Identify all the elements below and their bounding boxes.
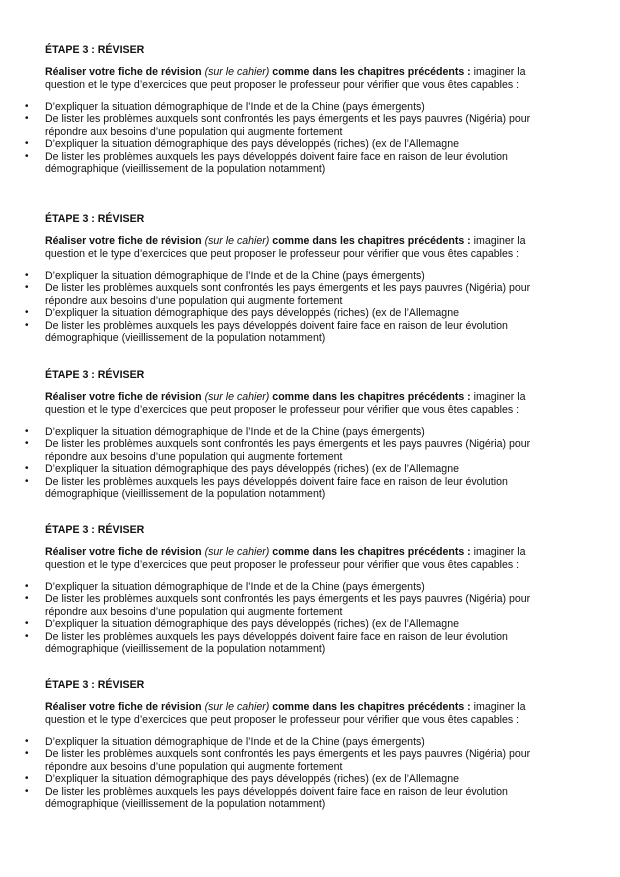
intro-plain-a: imaginer la (473, 701, 526, 713)
bullet-dot-icon: • (25, 618, 29, 630)
intro-line-1 (45, 66, 605, 79)
bullet-line-2: répondre aux besoins d’une population qui augmente fortement (45, 760, 343, 773)
bullet-list (0, 101, 620, 175)
section-title: ÉTAPE 3 : RÉVISER (45, 679, 145, 691)
intro-bold-a: Réaliser votre fiche de révision (45, 235, 202, 247)
intro-bold-b: comme dans les chapitres précédents : (272, 701, 471, 713)
bullet-line-2: répondre aux besoins d’une population qui augmente fortement (45, 450, 343, 463)
bullet-item (0, 463, 620, 475)
intro-italic: (sur le cahier) (204, 391, 270, 403)
bullet-item (0, 151, 620, 176)
bullet-item (0, 282, 620, 307)
bullet-item (0, 138, 620, 150)
intro-bold-b: comme dans les chapitres précédents : (272, 66, 471, 78)
bullet-line-1: De lister les problèmes auxquels les pays développés doivent faire face en raison de leur évolution (45, 785, 508, 798)
intro-bold-b: comme dans les chapitres précédents : (272, 235, 471, 247)
intro-bold-b: comme dans les chapitres précédents : (272, 391, 471, 403)
bullet-line-1: D’expliquer la situation démographique des pays développés (riches) (ex de l’Allemagne (45, 138, 459, 151)
bullet-line-2: démographique (vieillissement de la population notamment) (45, 798, 326, 811)
bullet-item (0, 618, 620, 630)
intro-plain-a: imaginer la (473, 391, 526, 403)
bullet-dot-icon: • (25, 748, 29, 760)
intro-line-1 (45, 701, 605, 714)
bullet-line-1: De lister les problèmes auxquels les pays développés doivent faire face en raison de leur évolution (45, 319, 508, 332)
bullet-item (0, 773, 620, 785)
bullet-line-1: De lister les problèmes auxquels sont confrontés les pays émergents et les pays pauvres (Nigéria) pour (45, 438, 531, 451)
bullet-dot-icon: • (25, 736, 29, 747)
bullet-item (0, 307, 620, 319)
bullet-line-1: D’expliquer la situation démographique de l’Inde et de la Chine (pays émergents) (45, 426, 425, 438)
bullet-line-1: De lister les problèmes auxquels sont confrontés les pays émergents et les pays pauvres (Nigéria) pour (45, 593, 531, 606)
bullet-dot-icon: • (25, 475, 29, 487)
section-intro (45, 546, 605, 572)
bullet-dot-icon: • (25, 282, 29, 294)
bullet-line-2: démographique (vieillissement de la population notamment) (45, 163, 326, 176)
bullet-line-1: D’expliquer la situation démographique de l’Inde et de la Chine (pays émergents) (45, 101, 425, 113)
intro-bold-a: Réaliser votre fiche de révision (45, 391, 202, 403)
bullet-line-1: D’expliquer la situation démographique de l’Inde et de la Chine (pays émergents) (45, 581, 425, 593)
bullet-dot-icon: • (25, 463, 29, 475)
intro-bold-b: comme dans les chapitres précédents : (272, 546, 471, 558)
section-title: ÉTAPE 3 : RÉVISER (45, 524, 145, 536)
bullet-list (0, 270, 620, 344)
intro-plain-a: imaginer la (473, 235, 526, 247)
bullet-line-2: répondre aux besoins d’une population qui augmente fortement (45, 294, 343, 307)
bullet-line-1: D’expliquer la situation démographique des pays développés (riches) (ex de l’Allemagne (45, 618, 459, 631)
bullet-item (0, 476, 620, 501)
section-title: ÉTAPE 3 : RÉVISER (45, 369, 145, 381)
bullet-dot-icon: • (25, 581, 29, 592)
section-intro (45, 701, 605, 727)
intro-line-2: question et le type d’exercices que peut proposer le professeur pour vérifier que vous êtes capables : (45, 79, 520, 91)
bullet-item (0, 270, 620, 282)
intro-italic: (sur le cahier) (204, 235, 270, 247)
intro-italic: (sur le cahier) (204, 66, 270, 78)
bullet-list (0, 581, 620, 655)
bullet-line-1: D’expliquer la situation démographique de l’Inde et de la Chine (pays émergents) (45, 736, 425, 748)
intro-plain-a: imaginer la (473, 546, 526, 558)
section-intro (45, 235, 605, 261)
intro-line-1 (45, 546, 605, 559)
bullet-line-2: démographique (vieillissement de la population notamment) (45, 643, 326, 656)
bullet-line-1: De lister les problèmes auxquels les pays développés doivent faire face en raison de leur évolution (45, 630, 508, 643)
bullet-dot-icon: • (25, 270, 29, 281)
intro-italic: (sur le cahier) (204, 546, 270, 558)
section-intro (45, 66, 605, 92)
bullet-line-1: De lister les problèmes auxquels les pays développés doivent faire face en raison de leur évolution (45, 475, 508, 488)
bullet-dot-icon: • (25, 150, 29, 162)
bullet-item (0, 786, 620, 811)
intro-line-1 (45, 235, 605, 248)
bullet-dot-icon: • (25, 307, 29, 319)
bullet-dot-icon: • (25, 138, 29, 150)
intro-italic: (sur le cahier) (204, 701, 270, 713)
intro-line-2: question et le type d’exercices que peut proposer le professeur pour vérifier que vous êtes capables : (45, 248, 520, 260)
bullet-dot-icon: • (25, 773, 29, 785)
intro-bold-a: Réaliser votre fiche de révision (45, 701, 202, 713)
bullet-item (0, 748, 620, 773)
intro-plain-a: imaginer la (473, 66, 526, 78)
bullet-item (0, 631, 620, 656)
bullet-line-1: De lister les problèmes auxquels les pays développés doivent faire face en raison de leur évolution (45, 150, 508, 163)
intro-line-1 (45, 391, 605, 404)
section-title: ÉTAPE 3 : RÉVISER (45, 44, 145, 56)
bullet-line-2: répondre aux besoins d’une population qui augmente fortement (45, 605, 343, 618)
bullet-dot-icon: • (25, 113, 29, 125)
bullet-item (0, 581, 620, 593)
intro-line-2: question et le type d’exercices que peut proposer le professeur pour vérifier que vous êtes capables : (45, 559, 520, 571)
bullet-item (0, 736, 620, 748)
bullet-dot-icon: • (25, 785, 29, 797)
intro-line-2: question et le type d’exercices que peut proposer le professeur pour vérifier que vous êtes capables : (45, 714, 520, 726)
bullet-dot-icon: • (25, 101, 29, 112)
bullet-item (0, 101, 620, 113)
bullet-dot-icon: • (25, 438, 29, 450)
bullet-dot-icon: • (25, 630, 29, 642)
bullet-line-1: D’expliquer la situation démographique des pays développés (riches) (ex de l’Allemagne (45, 773, 459, 786)
bullet-line-1: D’expliquer la situation démographique des pays développés (riches) (ex de l’Allemagne (45, 463, 459, 476)
bullet-line-2: répondre aux besoins d’une population qui augmente fortement (45, 125, 343, 138)
intro-bold-a: Réaliser votre fiche de révision (45, 546, 202, 558)
bullet-dot-icon: • (25, 319, 29, 331)
intro-bold-a: Réaliser votre fiche de révision (45, 66, 202, 78)
bullet-list (0, 426, 620, 500)
bullet-item (0, 593, 620, 618)
bullet-line-1: De lister les problèmes auxquels sont confrontés les pays émergents et les pays pauvres (Nigéria) pour (45, 748, 531, 761)
bullet-item (0, 113, 620, 138)
bullet-dot-icon: • (25, 426, 29, 437)
intro-line-2: question et le type d’exercices que peut proposer le professeur pour vérifier que vous êtes capables : (45, 404, 520, 416)
bullet-line-1: D’expliquer la situation démographique des pays développés (riches) (ex de l’Allemagne (45, 307, 459, 320)
section-intro (45, 391, 605, 417)
bullet-item (0, 438, 620, 463)
bullet-list (0, 736, 620, 810)
bullet-item (0, 320, 620, 345)
bullet-line-2: démographique (vieillissement de la population notamment) (45, 332, 326, 345)
bullet-line-1: D’expliquer la situation démographique de l’Inde et de la Chine (pays émergents) (45, 270, 425, 282)
section-title: ÉTAPE 3 : RÉVISER (45, 213, 145, 225)
bullet-line-1: De lister les problèmes auxquels sont confrontés les pays émergents et les pays pauvres (Nigéria) pour (45, 282, 531, 295)
bullet-item (0, 426, 620, 438)
bullet-line-1: De lister les problèmes auxquels sont confrontés les pays émergents et les pays pauvres (Nigéria) pour (45, 113, 531, 126)
bullet-dot-icon: • (25, 593, 29, 605)
bullet-line-2: démographique (vieillissement de la population notamment) (45, 488, 326, 501)
